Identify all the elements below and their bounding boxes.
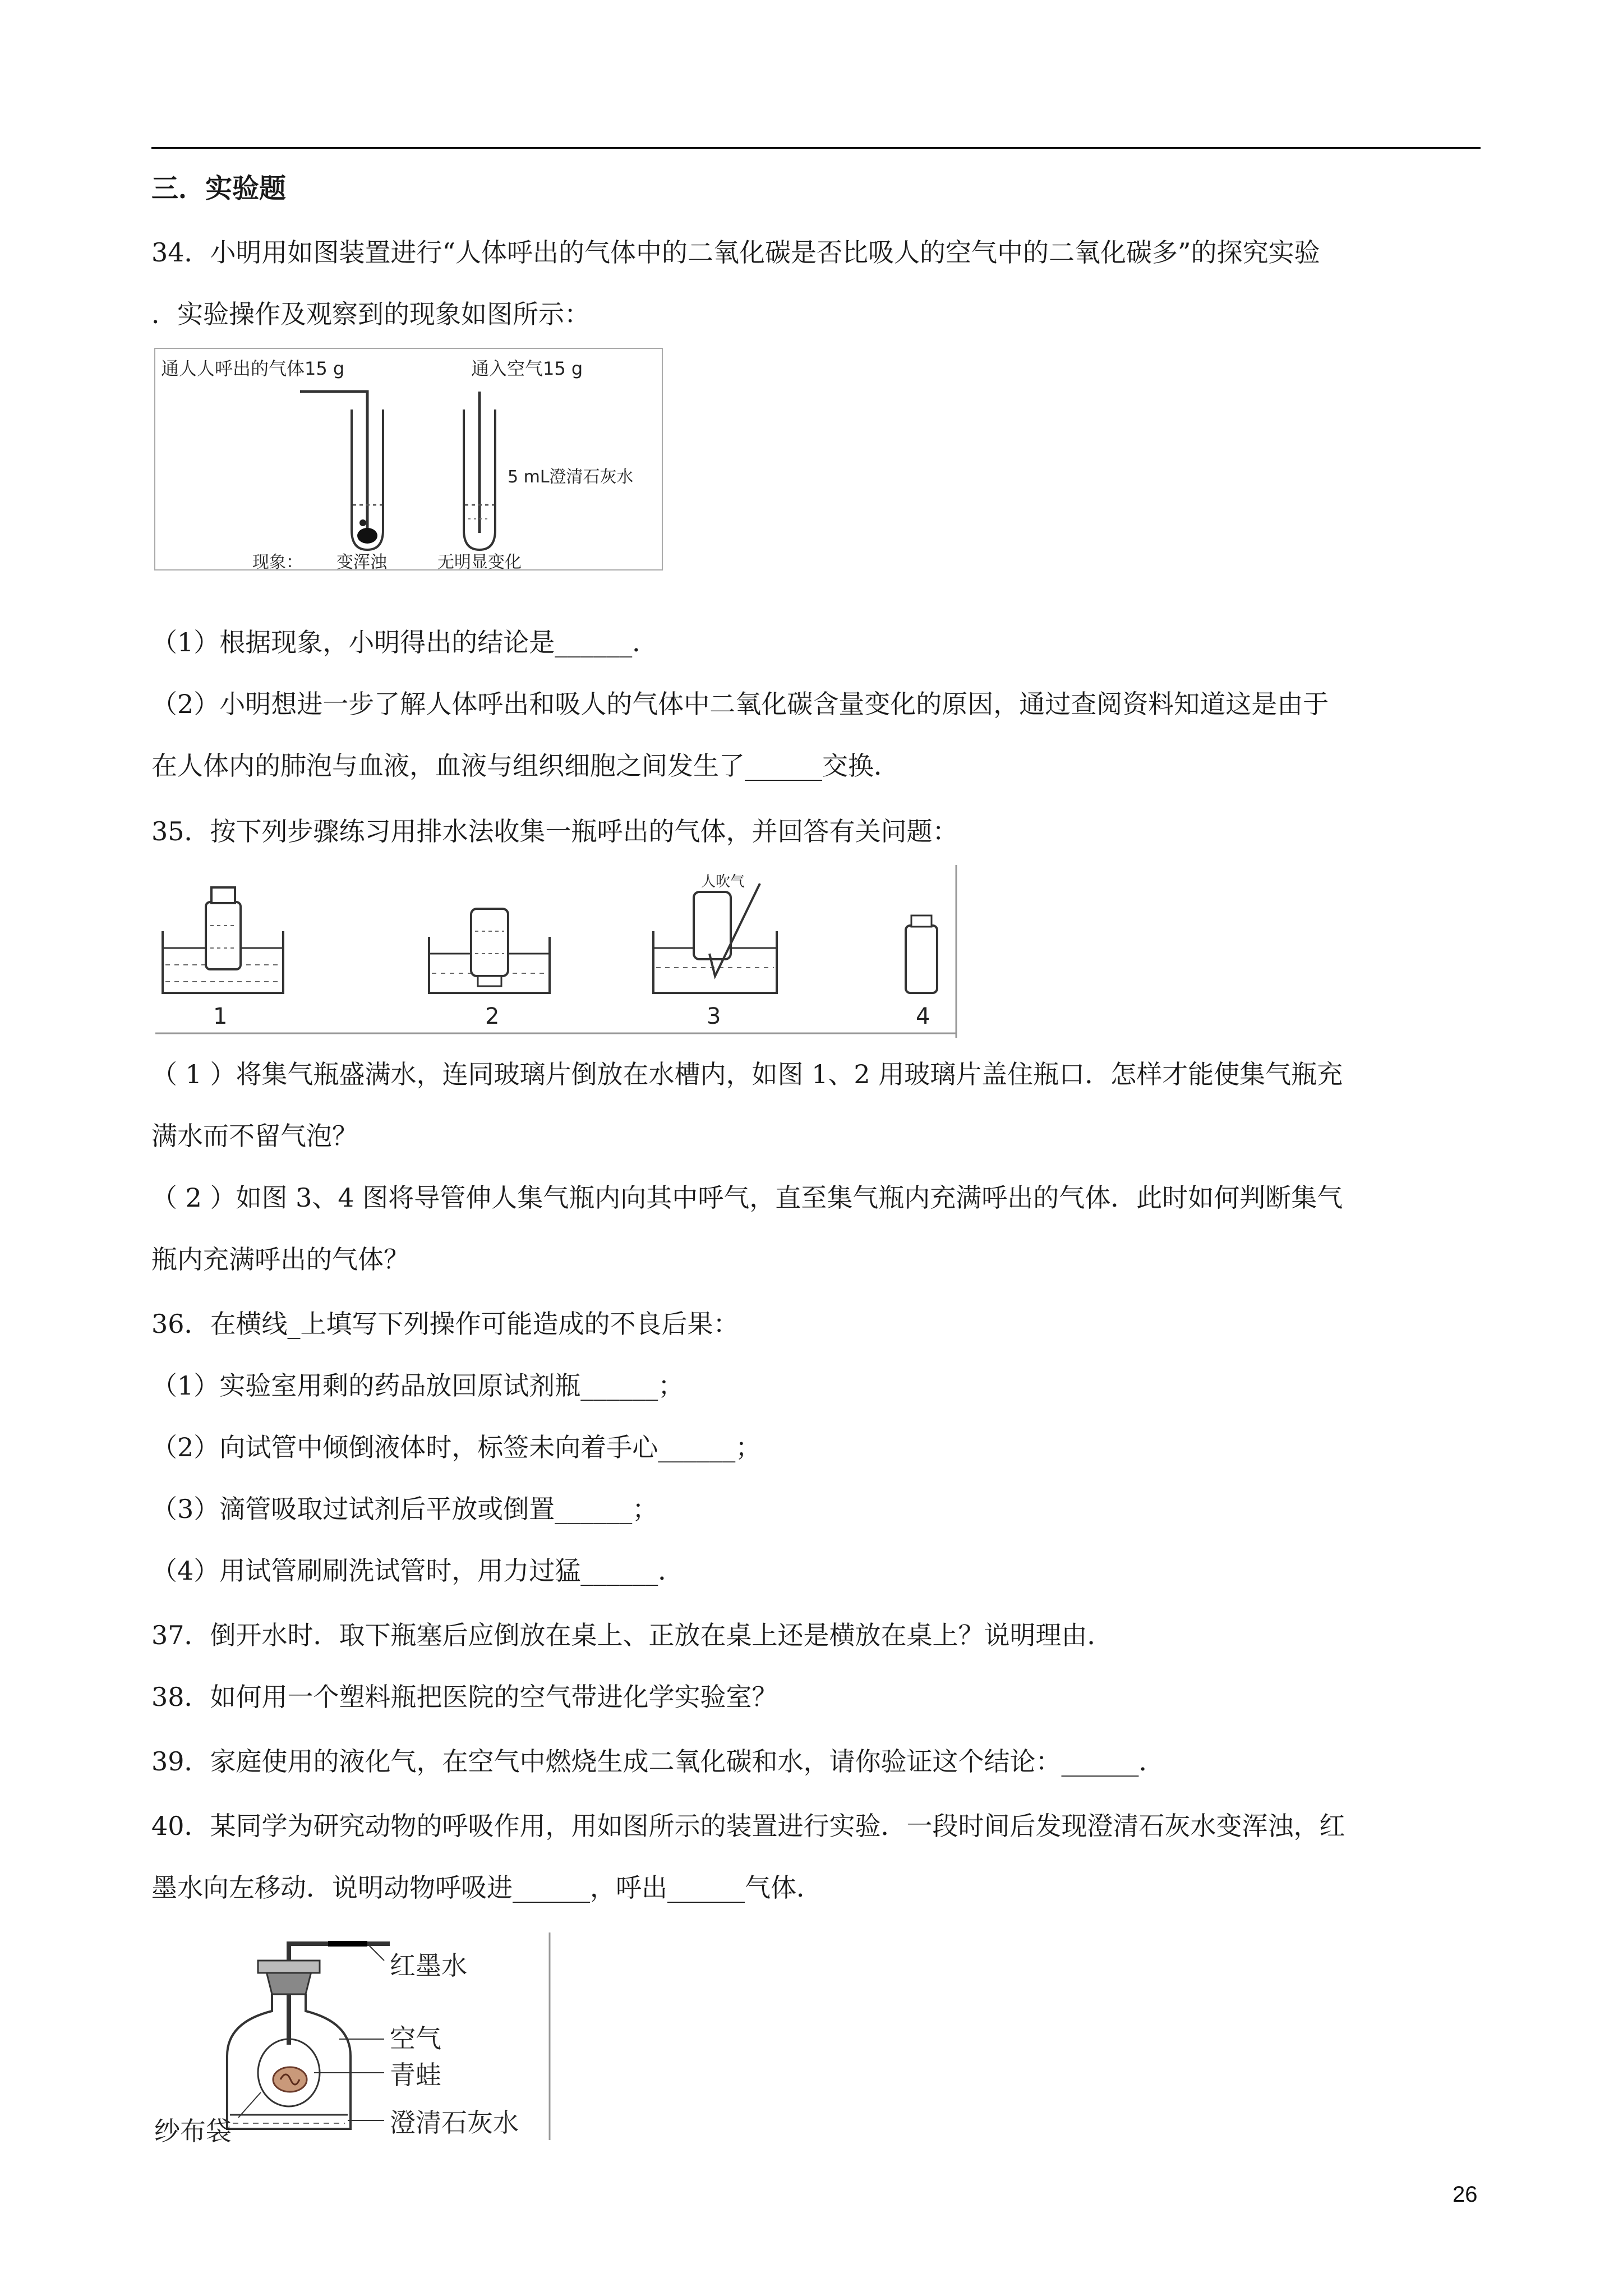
q35-sub2-line1: （ 2 ）如图 3、4 图将导管伸人集气瓶内向其中呼气，直至集气瓶内充满呼出的气体．此时如何判断集气	[151, 1182, 1343, 1213]
q36-item-2: （2）向试管中倾倒液体时，标签未向着手心______；	[151, 1432, 762, 1462]
q40-text-line2: 墨水向左移动．说明动物呼吸进______，呼出______气体．	[151, 1872, 822, 1903]
q34-text-line1: 34．小明用如图装置进行“人体呼出的气体中的二氧化碳是否比吸人的空气中的二氧化碳多”的探究实验	[151, 237, 1320, 268]
q35-text-line1: 35．按下列步骤练习用排水法收集一瓶呼出的气体，并回答有关问题：	[151, 816, 958, 846]
q37-text: 37．倒开水时．取下瓶塞后应倒放在桌上、正放在桌上还是横放在桌上？说明理由．	[151, 1620, 1113, 1650]
q35-sub1-line1: （ 1 ）将集气瓶盛满水，连同玻璃片倒放在水槽内，如图 1、2 用玻璃片盖住瓶口．怎样才能使集气瓶充	[151, 1059, 1343, 1089]
q34-label-volume: 5 mL澄清石灰水	[508, 467, 634, 487]
q35-sub1-line2: 满水而不留气泡？	[151, 1121, 358, 1151]
step4-number: 4	[916, 1004, 930, 1029]
label-frog: 青蛙	[390, 2060, 441, 2090]
q40-figure	[154, 1932, 558, 2146]
q34-sub2-line1: （2）小明想进一步了解人体呼出和吸人的气体中二氧化碳含量变化的原因，通过查阅资料知道这是由于	[151, 689, 1329, 719]
q34-sub2-line2: 在人体内的肺泡与血液，血液与组织细胞之间发生了______交换．	[151, 751, 900, 781]
q34-label-left: 通人人呼出的气体15 g	[161, 358, 345, 379]
q36-item-3: （3）滴管吸取过试剂后平放或倒置______；	[151, 1494, 658, 1524]
q34-label-nochange: 无明显变化	[437, 553, 522, 572]
q36-item-4: （4）用试管刷刷洗试管时，用力过猛______．	[151, 1556, 684, 1586]
page-number: 26	[1453, 2182, 1478, 2207]
q34-sub1: （1）根据现象，小明得出的结论是______．	[151, 627, 658, 657]
step2-trough	[429, 909, 550, 993]
bottle-apparatus	[227, 1944, 390, 2129]
q39-text: 39．家庭使用的液化气，在空气中燃烧生成二氧化碳和水，请你验证这个结论：______．	[151, 1746, 1165, 1777]
label-red-ink: 红墨水	[390, 1950, 467, 1981]
q34-label-observe: 现象：	[252, 553, 303, 572]
blow-label: 人吹气	[701, 873, 745, 890]
q35-figure	[154, 864, 962, 1043]
q34-text-line2: ．实验操作及观察到的现象如图所示：	[151, 299, 590, 329]
header-rule	[151, 147, 1481, 149]
label-limewater: 澄清石灰水	[390, 2108, 519, 2138]
q36-text-line1: 36．在横线_上填写下列操作可能造成的不良后果：	[151, 1309, 739, 1339]
step3-number: 3	[707, 1004, 721, 1029]
left-test-tube	[300, 392, 383, 550]
label-air: 空气	[390, 2023, 441, 2054]
step1-number: 1	[213, 1004, 228, 1029]
section-title: 三．实验题	[151, 173, 287, 204]
step2-number: 2	[485, 1004, 500, 1029]
label-gauze-bag: 纱布袋	[154, 2116, 232, 2146]
q40-text-line1: 40．某同学为研究动物的呼吸作用，用如图所示的装置进行实验．一段时间后发现澄清石灰水变浑浊，红	[151, 1811, 1345, 1841]
q34-label-turbid: 变浑浊	[336, 553, 387, 572]
q34-figure	[154, 348, 665, 572]
step3-trough	[653, 884, 777, 993]
q38-text: 38．如何用一个塑料瓶把医院的空气带进化学实验室？	[151, 1682, 778, 1712]
q36-item-1: （1）实验室用剩的药品放回原试剂瓶______；	[151, 1370, 684, 1401]
q34-label-right: 通入空气15 g	[471, 358, 583, 379]
step1-trough	[163, 887, 283, 993]
right-test-tube	[464, 392, 495, 550]
q35-sub2-line2: 瓶内充满呼出的气体？	[151, 1244, 409, 1274]
step4-bottle	[906, 915, 937, 993]
